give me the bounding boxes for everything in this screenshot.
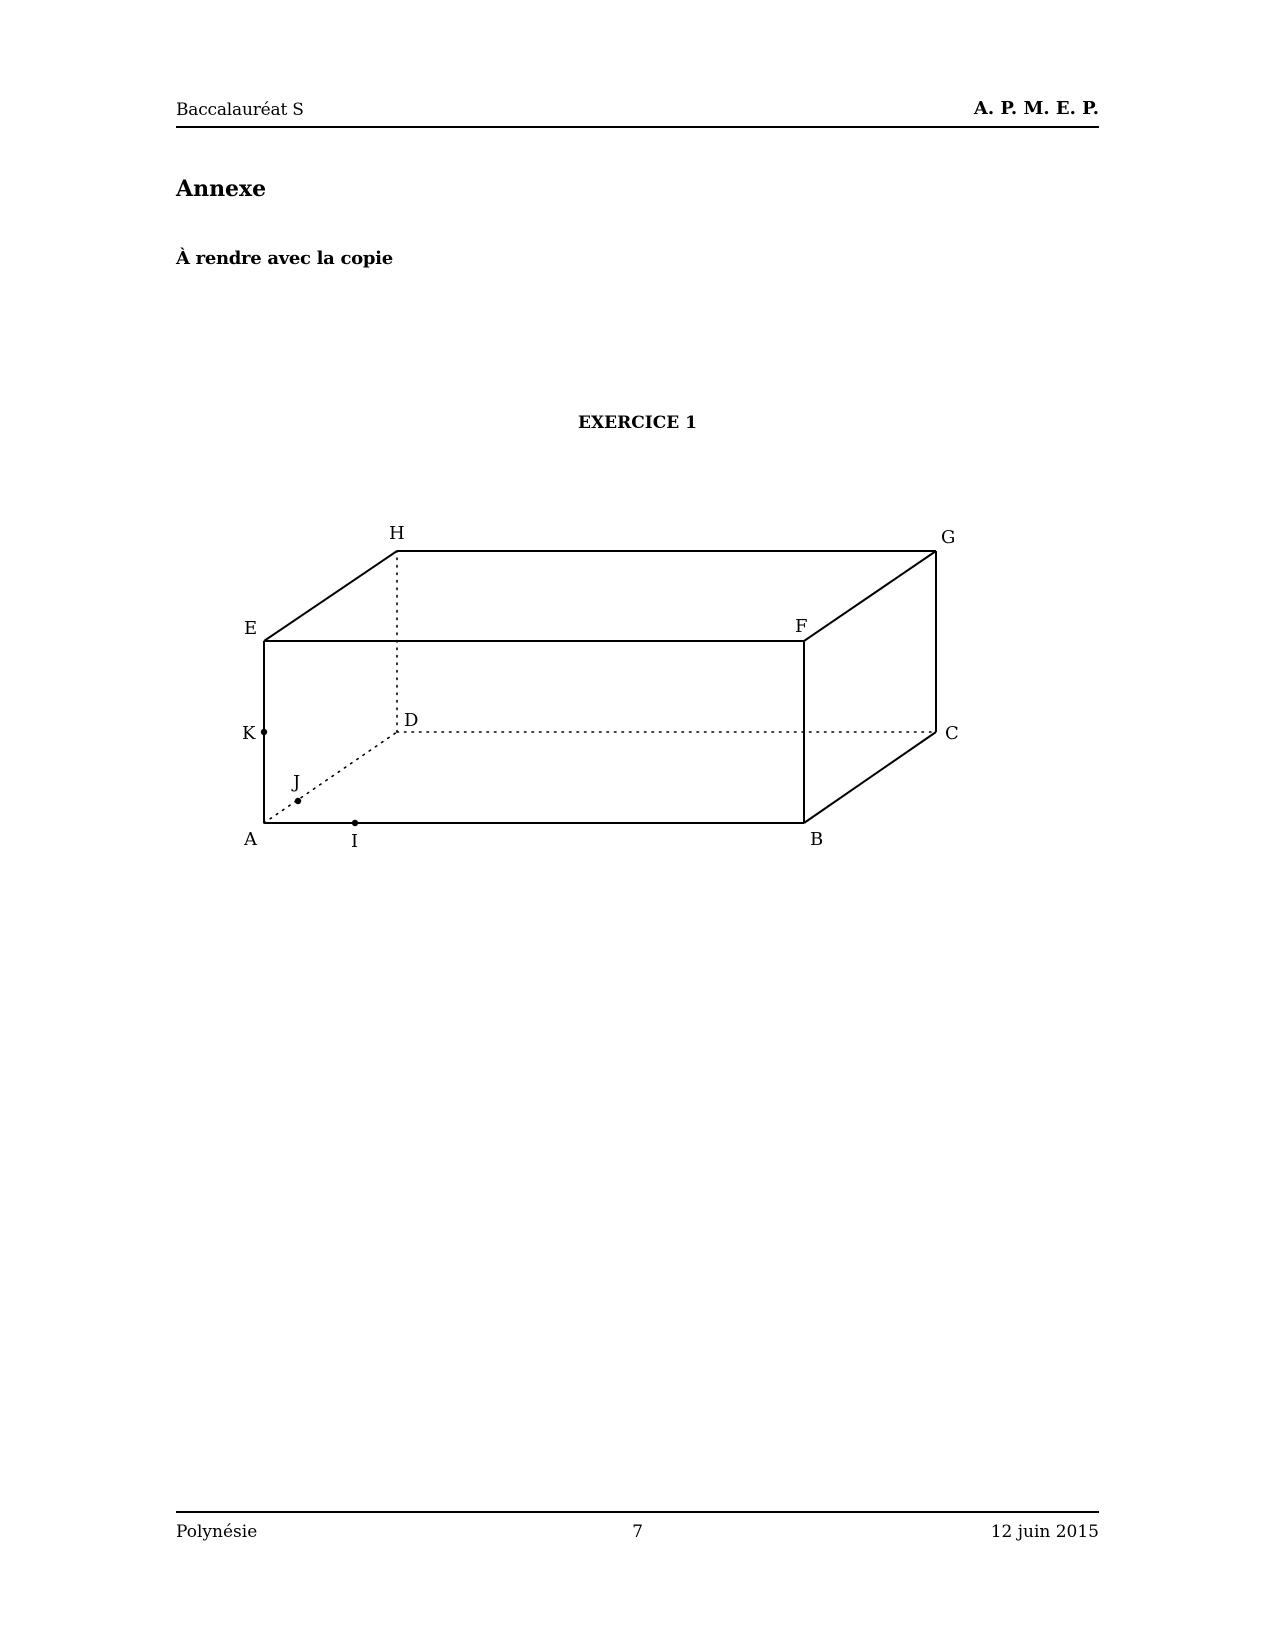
label-E: E <box>244 618 258 639</box>
header-right-text: A. P. M. E. P. <box>973 98 1099 119</box>
section-title: Annexe <box>176 176 267 202</box>
label-F: F <box>795 616 808 637</box>
section-subtitle: À rendre avec la copie <box>176 248 393 269</box>
exercise-title: EXERCICE 1 <box>578 413 697 433</box>
label-A: A <box>244 829 257 850</box>
footer-date: 12 juin 2015 <box>990 1522 1099 1542</box>
label-H: H <box>389 523 405 544</box>
label-K: K <box>242 723 256 744</box>
point-J-marker <box>295 798 301 804</box>
point-I-marker <box>352 820 358 826</box>
header-left-text: Baccalauréat S <box>176 100 304 120</box>
page-footer <box>176 1511 1099 1543</box>
point-K-marker <box>261 729 267 735</box>
label-G: G <box>941 527 956 548</box>
label-C: C <box>945 723 959 744</box>
edge-EH <box>264 551 397 641</box>
label-J: J <box>293 772 301 793</box>
label-D: D <box>404 710 419 731</box>
label-I: I <box>351 831 359 852</box>
page-number: 7 <box>632 1522 643 1542</box>
edge-BC <box>804 732 936 823</box>
edge-GF <box>804 551 936 641</box>
footer-left-text: Polynésie <box>176 1522 258 1542</box>
edge-AD <box>264 732 397 823</box>
label-B: B <box>810 829 824 850</box>
